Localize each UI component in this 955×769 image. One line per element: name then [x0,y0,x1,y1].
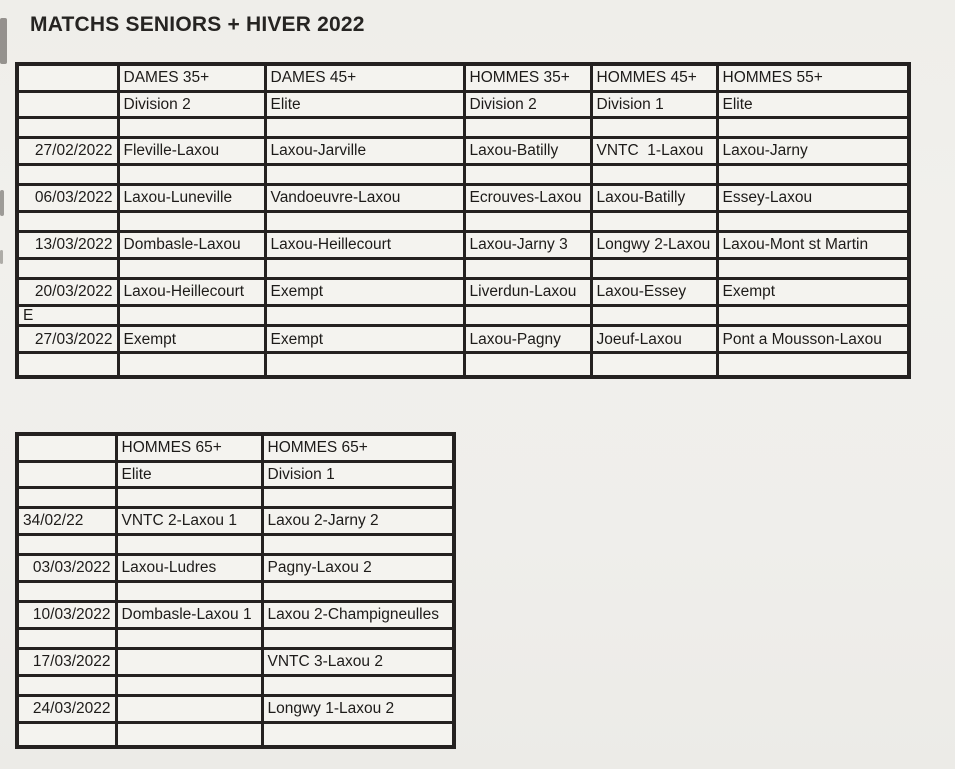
corner-cell [17,64,118,92]
division-cell: Division 2 [464,92,591,118]
spacer-cell [17,353,118,378]
match-cell: Exempt [717,279,909,306]
match-cell: Laxou-Luneville [118,185,265,212]
date-cell: 13/03/2022 [17,232,118,259]
match-cell: Ecrouves-Laxou [464,185,591,212]
spacer-cell [262,488,454,508]
table-row [17,306,909,326]
table-row [17,232,909,259]
spacer-cell [262,629,454,649]
match-cell: VNTC 1-Laxou [591,138,717,165]
spacer-cell [118,165,265,185]
match-cell: Laxou-Jarny 3 [464,232,591,259]
division-cell: Division 1 [262,462,454,488]
match-cell: Laxou-Jarny [717,138,909,165]
division-cell: Division 2 [118,92,265,118]
table-row [17,165,909,185]
schedule-table-seniors [15,62,911,379]
match-cell: Joeuf-Laxou [591,326,717,353]
spacer-cell [265,212,464,232]
page-title: MATCHS SENIORS + HIVER 2022 [30,13,365,36]
spacer-cell [118,212,265,232]
scan-artifact [0,250,3,264]
division-cell: Elite [265,92,464,118]
table-row [17,212,909,232]
spacer-cell [464,259,591,279]
category-header-cell: HOMMES 55+ [717,64,909,92]
spacer-cell [17,676,116,696]
match-cell: Laxou-Mont st Martin [717,232,909,259]
spacer-cell [118,306,265,326]
spacer-cell [116,488,262,508]
spacer-cell [717,118,909,138]
match-cell: Laxou-Ludres [116,555,262,582]
spacer-cell [591,212,717,232]
date-cell: 27/02/2022 [17,138,118,165]
match-cell: Laxou 2-Jarny 2 [262,508,454,535]
table-row [17,555,454,582]
match-cell: Dombasle-Laxou [118,232,265,259]
spacer-cell [17,118,118,138]
spacer-cell [116,676,262,696]
spacer-cell [717,353,909,378]
table-row [17,696,454,723]
table-row [17,259,909,279]
match-cell: Laxou 2-Champigneulles [262,602,454,629]
table-row [17,118,909,138]
date-cell: 24/03/2022 [17,696,116,723]
schedule-table-seniors-container [15,62,911,379]
match-cell: Pont a Mousson-Laxou [717,326,909,353]
spacer-cell [265,259,464,279]
match-cell: VNTC 3-Laxou 2 [262,649,454,676]
table-row [17,602,454,629]
scan-artifact [0,18,7,64]
match-cell: VNTC 2-Laxou 1 [116,508,262,535]
match-cell: Dombasle-Laxou 1 [116,602,262,629]
date-cell: 20/03/2022 [17,279,118,306]
category-header-cell: HOMMES 35+ [464,64,591,92]
table-row [17,64,909,92]
table-row [17,723,454,748]
table-row [17,462,454,488]
spacer-cell [262,582,454,602]
spacer-cell [262,723,454,748]
table-row [17,434,454,462]
match-cell: Laxou-Batilly [464,138,591,165]
category-header-cell: HOMMES 65+ [262,434,454,462]
date-cell: 34/02/22 [17,508,116,535]
category-header-cell: HOMMES 45+ [591,64,717,92]
match-cell: Laxou-Pagny [464,326,591,353]
spacer-cell [265,306,464,326]
match-cell: Exempt [118,326,265,353]
match-cell: Longwy 2-Laxou [591,232,717,259]
table-row [17,488,454,508]
match-cell: Vandoeuvre-Laxou [265,185,464,212]
spacer-cell [717,306,909,326]
match-cell: Essey-Laxou [717,185,909,212]
spacer-cell [262,676,454,696]
spacer-cell [17,259,118,279]
match-cell [116,649,262,676]
date-cell: 17/03/2022 [17,649,116,676]
spacer-cell [17,535,116,555]
spacer-cell [591,259,717,279]
schedule-table-65plus [15,432,456,749]
spacer-cell [717,259,909,279]
table-row [17,279,909,306]
corner-cell [17,434,116,462]
spacer-cell [591,118,717,138]
scan-artifact [0,190,4,216]
spacer-cell [17,165,118,185]
category-header-cell: HOMMES 65+ [116,434,262,462]
spacer-cell [591,353,717,378]
table-row [17,535,454,555]
spacer-cell [464,118,591,138]
spacer-cell [265,165,464,185]
date-cell: 03/03/2022 [17,555,116,582]
table-row [17,326,909,353]
table-row [17,629,454,649]
division-cell: Division 1 [591,92,717,118]
spacer-cell [116,535,262,555]
spacer-cell [17,582,116,602]
spacer-cell [464,353,591,378]
table-row [17,508,454,535]
spacer-cell [262,535,454,555]
spacer-cell [17,212,118,232]
spacer-cell [591,165,717,185]
table-row [17,185,909,212]
spacer-cell [118,118,265,138]
match-cell: Exempt [265,279,464,306]
stray-note-cell: E [17,306,118,326]
match-cell: Laxou-Heillecourt [265,232,464,259]
corner-cell [17,462,116,488]
category-header-cell: DAMES 45+ [265,64,464,92]
spacer-cell [464,212,591,232]
table-row [17,353,909,378]
match-cell [116,696,262,723]
spacer-cell [118,353,265,378]
table-row [17,649,454,676]
schedule-table-65plus-container [15,432,456,749]
spacer-cell [591,306,717,326]
spacer-cell [116,723,262,748]
spacer-cell [464,306,591,326]
match-cell: Longwy 1-Laxou 2 [262,696,454,723]
match-cell: Exempt [265,326,464,353]
match-cell: Liverdun-Laxou [464,279,591,306]
match-cell: Laxou-Jarville [265,138,464,165]
match-cell: Laxou-Heillecourt [118,279,265,306]
spacer-cell [17,723,116,748]
match-cell: Fleville-Laxou [118,138,265,165]
category-header-cell: DAMES 35+ [118,64,265,92]
spacer-cell [116,582,262,602]
table-row [17,676,454,696]
spacer-cell [717,165,909,185]
spacer-cell [265,118,464,138]
table-row [17,92,909,118]
corner-cell [17,92,118,118]
match-cell: Laxou-Essey [591,279,717,306]
spacer-cell [464,165,591,185]
spacer-cell [717,212,909,232]
match-cell: Pagny-Laxou 2 [262,555,454,582]
date-cell: 27/03/2022 [17,326,118,353]
match-cell: Laxou-Batilly [591,185,717,212]
table-row [17,138,909,165]
spacer-cell [17,629,116,649]
division-cell: Elite [717,92,909,118]
division-cell: Elite [116,462,262,488]
date-cell: 10/03/2022 [17,602,116,629]
spacer-cell [118,259,265,279]
spacer-cell [17,488,116,508]
spacer-cell [116,629,262,649]
date-cell: 06/03/2022 [17,185,118,212]
table-row [17,582,454,602]
spacer-cell [265,353,464,378]
